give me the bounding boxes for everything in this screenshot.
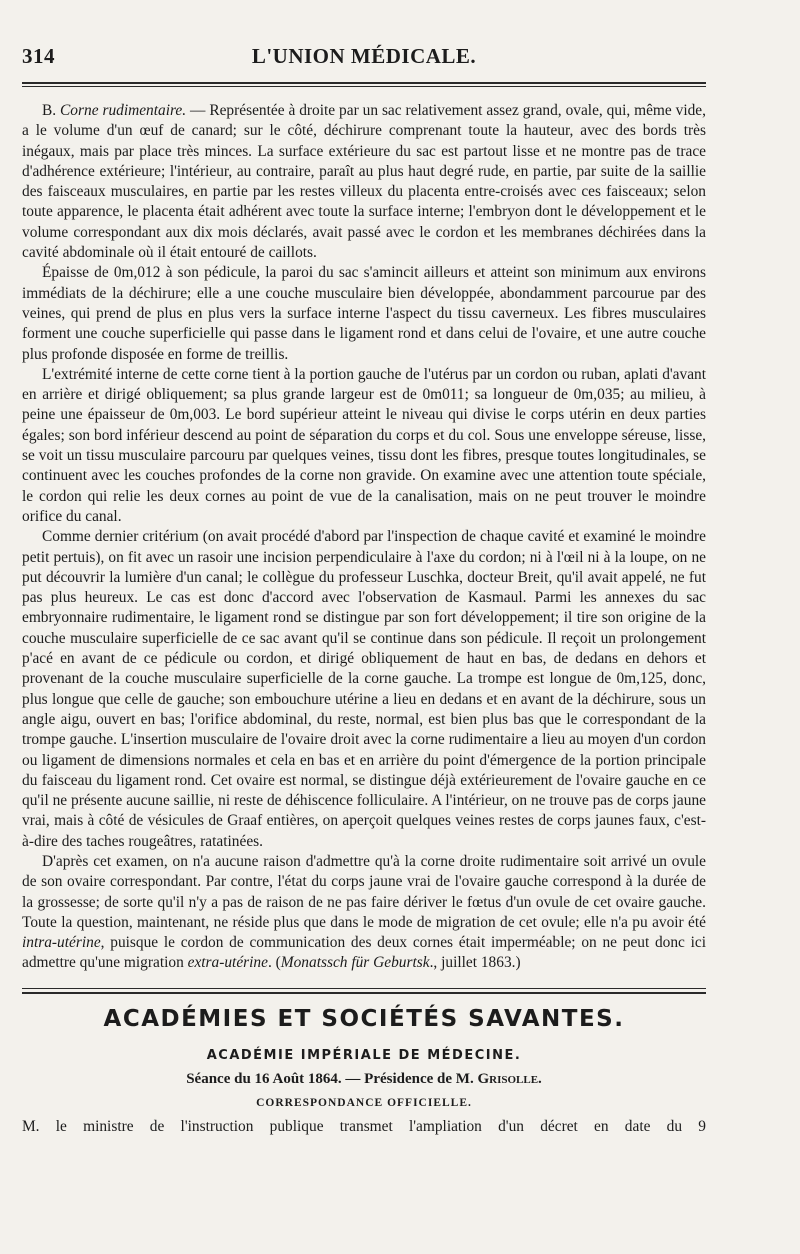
paragraph-extremite: L'extrémité interne de cette corne tient à la portion gauche de l'utérus par un cordon ou ruban, aplati d'avant en arrière et dirigé obliquement; sa plus grande largeur est de 0m011; sa longueur de 0m,035; au milieu, à peine une épaisseur de 0m,003. Le bord supérieur atteint le niveau qui divise le corps utérin en deux parties égales; son bord inférieur descend au point de séparation du corps et du col. Sous une enveloppe séreuse, lisse, se voit un tissu musculaire parcouru par quelques veines, tissu dont les fibres, presque toutes longitudinales, se continuent avec les couches profondes de la corne non gravide. On examine avec une attention toute spéciale, le cordon qui relie les deux cornes au point de vue de la canalisation, mais on ne peut trouver le moindre orifice du canal.	[22, 365, 706, 525]
page-number: 314	[22, 44, 55, 68]
article-body	[22, 101, 706, 974]
header-rule	[22, 82, 706, 87]
paragraph-criterium: Comme dernier critérium (on avait procédé d'abord par l'inspection de chaque cavité et examiné le moindre petit pertuis), on fit avec un rasoir une incision perpendiculaire à l'axe du cordon; ni à l'œil ni à la loupe, on ne put découvrir la lumière d'un canal; le collègue du professeur Luschka, docteur Breit, qu'il avait appelé, ne fut pas plus heureux. Le cas est donc d'accord avec l'observation de Kasmaul. Parmi les annexes du sac embryonnaire rudimentaire, le ligament rond se distingue par son fort développement; il tire son origine de la couche musculaire superficielle de ce sac avant qu'il se continue dans son pédicule. Il reçoit un prolongement p'acé en avant de ce pédicule ou cordon, et dirigé obliquement de haut en bas, de dedans en dehors et provenant de la couche musculaire superficielle de la corne gauche. La trompe est longue de 0m,125, donc, plus longue que celle de gauche; son embouchure utérine a lieu en dedans et en avant de la déchirure, sous un angle aigu, ouvert en bas; l'orifice abdominal, du reste, normal, est bien plus bas que le correspondant de la trompe gauche. L'insertion musculaire de l'ovaire droit avec la corne rudimentaire a lieu au moyen d'un cordon ou ligament de dimensions normales et cela en bas et en arrière du point d'émergence de la portion principale du faisceau du ligament rond. Cet ovaire est normal, se distingue déjà extérieurement de l'ovaire gauche en ce qu'il ne présente aucune saillie, ni reste de déhiscence folliculaire. A l'intérieur, on ne trouve pas de corps jaune vrai, mais à côté de vésicules de Graaf entières, on aperçoit quelques veines restes de corps jaunes faux, c'est-à-dire des taches rougeâtres, ratatinées.	[22, 528, 706, 850]
paragraph-conclusion: D'après cet examen, on n'a aucune raison d'admettre qu'à la corne droite rudimentaire soit arrivé un ovule de son ovaire correspondant. Par contre, l'état du corps jaune vrai de l'ovaire gauche correspond à la durée de la grossesse; de sorte qu'il n'y a pas de raison de ne pas faire dériver le fœtus d'un ovule de cet ovaire gauche. Toute la question, maintenant, ne réside plus que dans le mode de migration de cet ovule; elle n'a pu avoir été intra-utérine, puisque le cordon de communication des deux cornes était imperméable; on ne peut donc ici admettre qu'une migration extra-utérine. (Monatssch für Geburtsk., juillet 1863.)	[22, 852, 706, 972]
paragraph-paroi: Épaisse de 0m,012 à son pédicule, la paroi du sac s'amincit ailleurs et atteint son minimum aux environs immédiats de la déchirure; elle a une couche musculaire bien développée, abondamment parcourue par des veines, qui prend de plus en plus vers la surface interne l'aspect du tissu caverneux. Les fibres musculaires forment une couche superficielle qui passe dans le ligament rond et dans celui de l'ovaire, et une autre couche plus profonde disposée en forme de treillis.	[22, 264, 706, 363]
citation-source: Monatssch für Geburtsk	[280, 954, 430, 972]
paragraph-corne-rudimentaire: B. Corne rudimentaire. — Représentée à droite par un sac relativement assez grand, ovale, qui, même vide, a le volume d'un œuf de canard; sur le côté, déchirure comprenant toute la hauteur, avec des bords très inégaux, mais par place très minces. La surface extérieure du sac est partout lisse et ne montre pas de trace d'adhérence extérieure; l'intérieur, au contraire, paraît au plus haut degré rude, en partie, par suite de la saillie des faisceaux musculaires, en partie par les restes villeux du placenta entre-croisés avec ces faisceaux; selon toute apparence, le placenta était adhérent avec toute la surface interne; l'embryon dont le développement et le volume correspondant aux dix mois déclarés, avait passé avec le cordon et les membranes déchirées dans la cavité abdominale où il était entouré de caillots.	[22, 102, 706, 262]
correspondance-heading: CORRESPONDANCE OFFICIELLE.	[256, 1096, 472, 1109]
academy-heading: ACADÉMIE IMPÉRIALE DE MÉDECINE.	[206, 1047, 522, 1063]
seance-line: Séance du 16 Août 1864. — Présidence de M. Grisolle.	[186, 1070, 542, 1087]
section-rule-top	[22, 988, 706, 989]
corne-rudimentaire-heading: Corne rudimentaire.	[60, 102, 187, 119]
president-name: Grisolle	[477, 1070, 539, 1087]
section-rule-bottom	[22, 992, 706, 994]
running-header	[22, 40, 706, 70]
section-title: ACADÉMIES ET SOCIÉTÉS SAVANTES.	[103, 1005, 625, 1032]
correspondance-text: M. le ministre de l'instruction publique transmet l'ampliation d'un décret en date du 9	[22, 1117, 706, 1135]
journal-title: L'UNION MÉDICALE.	[251, 44, 477, 68]
